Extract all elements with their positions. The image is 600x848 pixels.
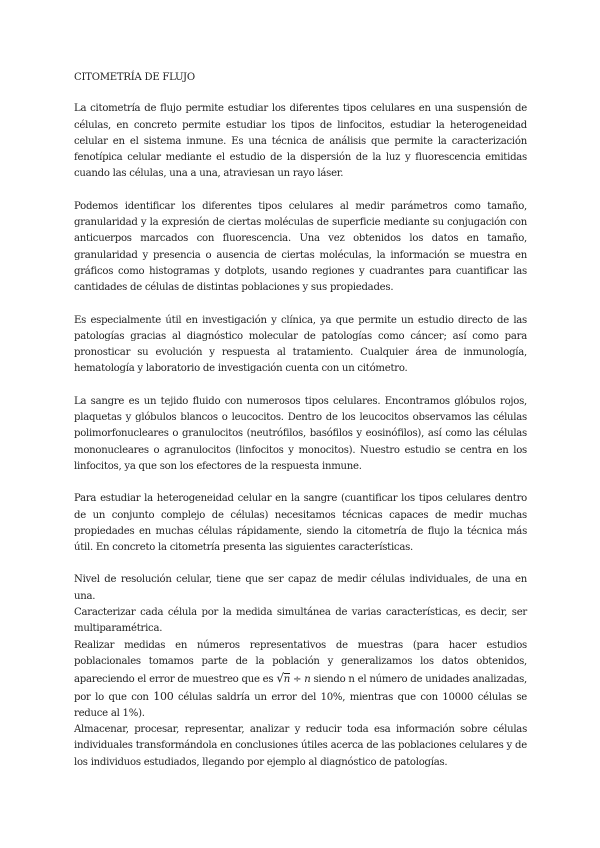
list-item-3-text-before: Realizar medidas en números representativos de muestras (para hacer estudios poblacionales tomamos parte de la población y generalizamos los datos obtenidos, apareciendo el error de muestreo que es (74, 639, 527, 686)
sampling-error-formula: √n ÷ n (276, 671, 311, 686)
list-item-3-text-after-1: siendo n el número de unidades analizadas, por lo que con (74, 674, 527, 703)
paragraph-blood: La sangre es un tejido fluido con numerosos tipos celulares. Encontramos glóbulos rojos, plaquetas y glóbulos blancos o leucocitos. Dentro de los leucocitos observamos las células polimorfonucleares o granulocitos (neutrófilos, basófilos y eosinófilos), así como las células mononucleares o agranulocitos (linfocitos y monocitos). Nuestro estudio se centra en los linfocitos, ya que son los efectores de la respuesta inmune. (74, 395, 527, 472)
list-item-multiparametric: Caracterizar cada célula por la medida simultánea de varias características, es decir, ser multiparamétrica. (74, 607, 527, 635)
list-item-resolution: Nivel de resolución celular, tiene que ser capaz de medir células individuales, de una en una. (74, 574, 527, 602)
list-item-3-number: 100 (153, 689, 174, 703)
document-title: CITOMETRÍA DE FLUJO (74, 72, 195, 83)
characteristics-list (74, 572, 527, 771)
paragraph-intro: La citometría de flujo permite estudiar los diferentes tipos celulares en una suspensión de células, en concreto permite estudiar los tipos de linfocitos, estudiar la heterogeneidad celular en el sistema inmune. Es una técnica de análisis que permite la caracterización fenotípica celular mediante el estudio de la dispersión de la luz y fluorescencia emitidas cuando las células, una a una, atraviesan un rayo láser. (74, 103, 527, 180)
paragraph-identification: Podemos identificar los diferentes tipos celulares al medir parámetros como tamaño, granularidad y la expresión de ciertas moléculas de superficie mediante su conjugación con anticuerpos marcados con fluorescencia. Una vez obtenidos los datos en tamaño, granularidad y presencia o ausencia de ciertas moléculas, la información se muestra en gráficos como histogramas y dotplots, usando regiones y cuadrantes para cuantificar las cantidades de células de distintas poblaciones y sus propiedades. (74, 200, 527, 294)
list-item-representative-samples (74, 638, 527, 722)
list-item-storage-processing: Almacenar, procesar, representar, analizar y reducir toda esa información sobre células individuales transformándola en conclusiones útiles acerca de las poblaciones celulares y de los individuos estudiados, llegando por ejemplo al diagnóstico de patologías. (74, 724, 527, 768)
paragraph-utility: Es especialmente útil en investigación y clínica, ya que permite un estudio directo de las patologías gracias al diagnóstico molecular de patologías como cáncer; así como para pronosticar su evolución y respuesta al tratamiento. Cualquier área de inmunología, hematología y laboratorio de investigación cuenta con un citómetro. (74, 314, 527, 375)
paragraph-heterogeneity: Para estudiar la heterogeneidad celular en la sangre (cuantificar los tipos celulares dentro de un conjunto complejo de células) necesitamos técnicas capaces de medir muchas propiedades en muchas células rápidamente, siendo la citometría de flujo la técnica más útil. En concreto la citometría presenta las siguientes características. (74, 493, 527, 554)
list-item-3-text-after-2: células saldría un error del 10%, mientras que con 10000 células se reduce al 1%). (74, 691, 527, 719)
